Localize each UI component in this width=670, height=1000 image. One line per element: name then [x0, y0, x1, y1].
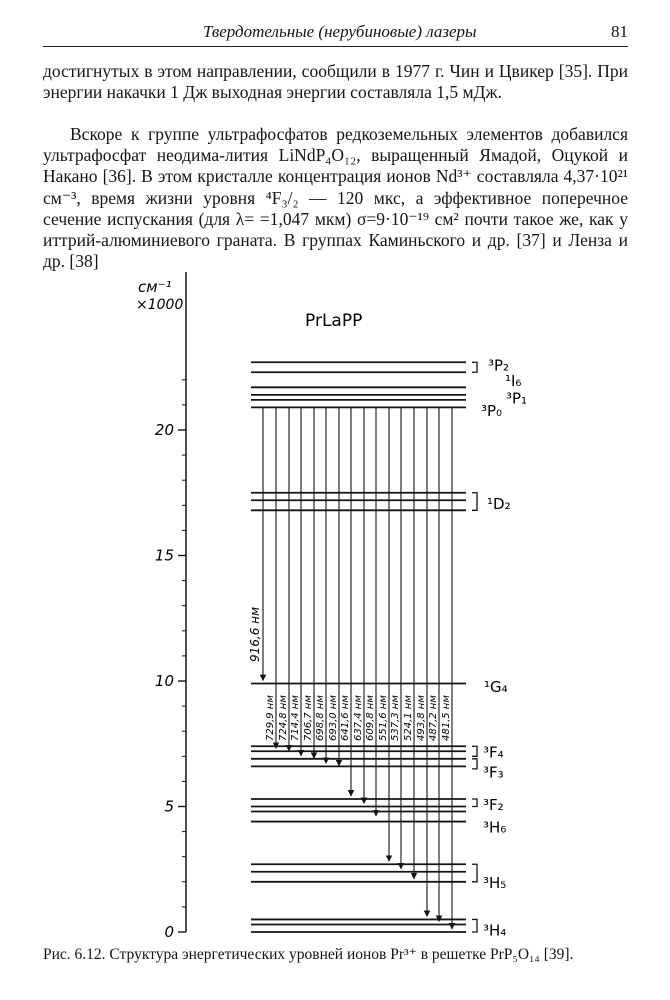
transition-wavelength-label: 916,6 нм [248, 606, 262, 662]
transition-wavelength-label: 524,1 нм [403, 695, 414, 741]
y-tick-label: 20 [154, 421, 174, 439]
y-tick-label: 0 [164, 923, 174, 941]
running-header [43, 20, 628, 46]
y-axis-scale: ×1000 [136, 297, 184, 313]
level-label: ³H₅ [483, 873, 507, 892]
chart-title: PrLaPP [305, 311, 363, 331]
y-tick-label: 5 [164, 797, 174, 816]
paragraph-1: достигнутых в этом направлении, сообщили в 1977 г. Чин и Цвикер [35]. При энергии накачки 1 Дж выходная энергии составляла 1,5 мДж. [43, 61, 628, 103]
transition-wavelength-label: 487,2 нм [428, 695, 439, 741]
running-title: Твердотельные (нерубиновые) лазеры [203, 22, 477, 41]
figure-caption: Рис. 6.12. Структура энергетических уровней ионов Pr³⁺ в решетке PrP₅O₁₄ [39]. [43, 946, 574, 963]
transition-wavelength-label: 609,8 нм [365, 695, 376, 741]
level-bracket [472, 746, 477, 756]
transition-wavelength-label: 641,6 нм [340, 695, 351, 741]
transitions [248, 407, 452, 929]
level-label: ³P₀ [481, 401, 503, 420]
y-tick-label: 10 [154, 672, 174, 690]
level-bracket [472, 799, 477, 807]
level-label: ³F₂ [483, 795, 504, 814]
transition-wavelength-label: 551,6 нм [378, 695, 389, 741]
transition-wavelength-label: 481,5 нм [441, 695, 452, 741]
level-label: ¹D₂ [487, 494, 511, 513]
level-bracket [472, 362, 477, 372]
transition-wavelength-label: 714,4 нм [290, 695, 301, 741]
level-brackets [472, 362, 477, 932]
level-label: ¹G₄ [484, 678, 508, 697]
transition-wavelength-label: 693,0 нм [328, 695, 339, 741]
level-label: ¹I₆ [505, 371, 522, 390]
level-label: ³P₁ [506, 389, 528, 408]
paragraph-2: Вскоре к группе ультрафосфатов редкоземельных элементов добавился ультрафосфат неодима-лития LiNdP₄O₁₂, выращенный Ямадой, Оцукой и Накано [36]. В этом кристалле концентрация ионов Nd³⁺ составляла 4,37·10²¹ см⁻³, время жизни уровня ⁴F₃/₂ — 120 мкс, а эффективное поперечное сечение испускания (для λ= =1,047 мкм) σ=9·10⁻¹⁹ см² почти такое же, как у иттрий-алюминиевого граната. В группах Каминьского и др. [37] и Ленза и др. [38] [43, 124, 628, 272]
y-tick-label: 15 [154, 546, 174, 565]
transition-wavelength-label: 537,3 нм [390, 695, 401, 741]
level-label: ³H₄ [483, 921, 507, 940]
transition-wavelength-label: 729,9 нм [265, 695, 276, 741]
transition-wavelength-label: 698,8 нм [315, 695, 326, 741]
transition-wavelength-label: 493,8 нм [416, 695, 427, 741]
transition-wavelength-label: 637,4 нм [353, 695, 364, 741]
level-bracket [472, 493, 477, 511]
energy-level-diagram [0, 262, 670, 942]
level-bracket [472, 864, 477, 882]
level-label: ³F₄ [483, 743, 504, 762]
energy-levels [251, 362, 466, 932]
level-labels [481, 357, 527, 940]
transition-wavelength-label: 706,7 нм [303, 695, 314, 741]
y-axis [155, 272, 186, 941]
page-number: 81 [611, 22, 628, 41]
level-label: ³F₃ [483, 763, 504, 782]
level-bracket [472, 919, 477, 932]
header-rule [43, 46, 628, 47]
level-label: ³H₆ [483, 818, 507, 837]
level-label: ³P₂ [488, 356, 510, 375]
y-axis-unit: см⁻¹ [138, 278, 172, 296]
transition-wavelength-label: 724,8 нм [278, 695, 289, 741]
level-bracket [472, 759, 477, 769]
